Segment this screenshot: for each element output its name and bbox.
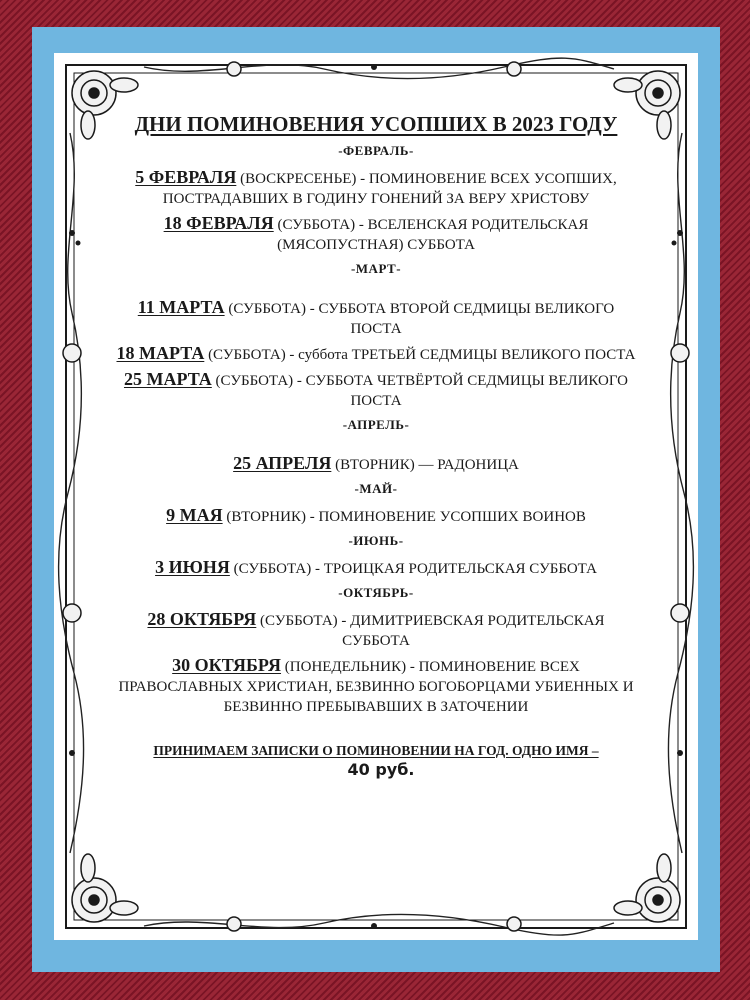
notes-footer (114, 741, 638, 780)
document-content (114, 111, 638, 794)
entry-text: (СУББОТА) - ДИМИТРИЕВСКАЯ РОДИТЕЛЬСКАЯ СУББОТА (256, 613, 605, 649)
entry-text: (ПОНЕДЕЛЬНИК) - ПОМИНОВЕНИЕ ВСЕХ ПРАВОСЛАВНЫХ ХРИСТИАН, БЕЗВИННО БОГОБОРЦАМИ УБИЕННЫХ И БЕЗВИННО ПРЕБЫВАВШИХ В ЗАТОЧЕНИИ (118, 659, 634, 715)
entry-text: (СУББОТА) - СУББОТА ЧЕТВЁРТОЙ СЕДМИЦЫ ВЕЛИКОГО ПОСТА (211, 373, 628, 409)
entry-date: 18 МАРТА (116, 343, 205, 363)
entry-date: 25 АПРЕЛЯ (233, 453, 332, 473)
entry-date: 28 ОКТЯБРЯ (147, 609, 257, 629)
month-heading-april: -АПРЕЛЬ- (342, 417, 410, 432)
entry-feb-18 (114, 213, 638, 255)
entry-text: (ВОСКРЕСЕНЬЕ) - ПОМИНОВЕНИЕ ВСЕХ УСОПШИХ, ПОСТРАДАВШИХ В ГОДИНУ ГОНЕНИЙ ЗА ВЕРУ ХРИСТОВУ (162, 171, 617, 207)
entry-apr-25 (114, 453, 638, 475)
month-heading-march: -МАРТ- (350, 261, 402, 276)
entry-feb-5 (114, 167, 638, 209)
page-title: ДНИ ПОМИНОВЕНИЯ УСОПШИХ В 2023 ГОДУ (134, 112, 618, 136)
entry-text: (СУББОТА) - СУББОТА ВТОРОЙ СЕДМИЦЫ ВЕЛИКОГО ПОСТА (224, 301, 615, 337)
entry-oct-28 (114, 609, 638, 651)
entry-mar-11 (114, 297, 638, 339)
entry-date: 30 ОКТЯБРЯ (172, 655, 282, 675)
entry-text: (СУББОТА) - ВСЕЛЕНСКАЯ РОДИТЕЛЬСКАЯ (МЯСОПУСТНАЯ) СУББОТА (273, 217, 589, 253)
entry-jun-3 (114, 557, 638, 579)
entry-text: (СУББОТА) - ТРОИЦКАЯ РОДИТЕЛЬСКАЯ СУББОТА (229, 561, 597, 577)
entry-date: 11 МАРТА (137, 297, 225, 317)
entry-text: (СУББОТА) - суббота ТРЕТЬЕЙ СЕДМИЦЫ ВЕЛИКОГО ПОСТА (204, 347, 636, 363)
footer-text: ПРИНИМАЕМ ЗАПИСКИ О ПОМИНОВЕНИИ НА ГОД. ОДНО ИМЯ – (153, 743, 599, 758)
month-heading-june: -ИЮНЬ- (348, 533, 404, 548)
month-heading-october: -ОКТЯБРЬ- (338, 585, 414, 600)
entry-may-9 (114, 505, 638, 527)
entry-date: 25 МАРТА (123, 369, 212, 389)
entry-date: 9 МАЯ (166, 505, 223, 525)
entry-date: 3 ИЮНЯ (155, 557, 230, 577)
entry-mar-25 (114, 369, 638, 411)
month-heading-february: -ФЕВРАЛЬ- (338, 143, 414, 158)
entry-date: 5 ФЕВРАЛЯ (135, 167, 237, 187)
entry-mar-18 (114, 343, 638, 365)
entry-text: (ВТОРНИК) - ПОМИНОВЕНИЕ УСОПШИХ ВОИНОВ (222, 509, 586, 525)
month-heading-may: -МАЙ- (354, 481, 398, 496)
price-label: 40 руб. (347, 760, 415, 779)
entry-oct-30 (114, 655, 638, 717)
paper-sheet (54, 53, 698, 940)
entry-text: (ВТОРНИК) — РАДОНИЦА (331, 457, 519, 473)
entry-date: 18 ФЕВРАЛЯ (163, 213, 274, 233)
